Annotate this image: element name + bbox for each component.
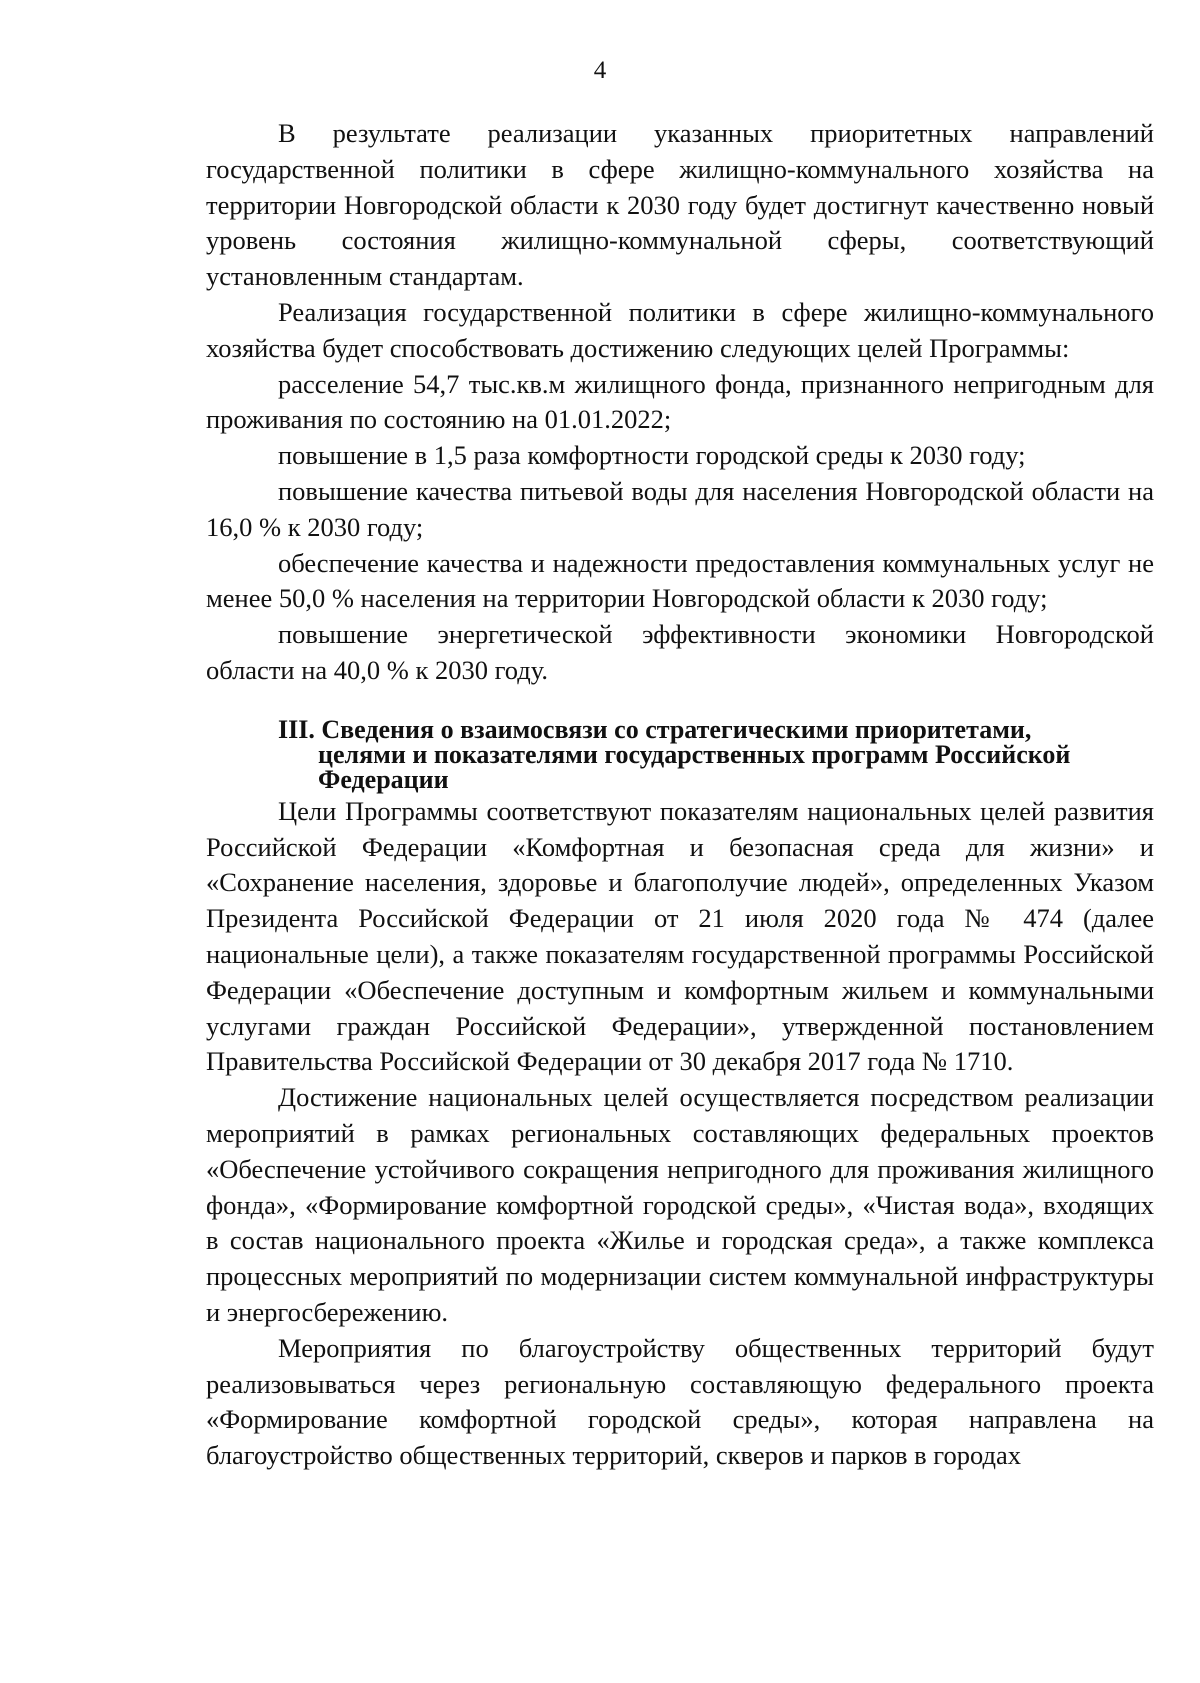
section-heading: [278, 714, 1154, 794]
paragraph-improvement-measures: Мероприятия по благоустройству общественных территорий будут реализовываться через региональную составляющую федерального проекта «Формирование комфортной городской среды», которая направлена на благоустройство общественных территорий, скверов и парков в городах: [206, 1332, 1154, 1471]
goal-item-urban-comfort: повышение в 1,5 раза комфортности городской среды к 2030 году;: [278, 440, 1026, 471]
section-heading-line-1: III. Сведения о взаимосвязи со стратегическими приоритетами,: [278, 714, 1032, 744]
section-heading-line-3: Федерации: [318, 764, 449, 794]
goal-item-utility-services: обеспечение качества и надежности предоставления коммунальных услуг не менее 50,0 % населения на территории Новгородской области к 2030 году;: [206, 547, 1154, 614]
paragraph-results: В результате реализации указанных приоритетных направлений государственной политики в сфере жилищно-коммунального хозяйства на территории Новгородской области к 2030 году будет достигнут качественно новый уровень состояния жилищно-коммунальной сферы, соответствующий установленным стандартам.: [206, 118, 1154, 292]
paragraph-national-goals: Достижение национальных целей осуществляется посредством реализации мероприятий в рамках региональных составляющих федеральных проектов «Обеспечение устойчивого сокращения непригодного для проживания жилищного фонда», «Формирование комфортной городской среды», «Чистая вода», входящих в состав национального проекта «Жилье и городская среда», а также комплекса процессных мероприятий по модернизации систем коммунальной инфраструктуры и энергосбережению.: [206, 1082, 1154, 1327]
paragraph-program-goals: Цели Программы соответствуют показателям национальных целей развития Российской Федерации «Комфортная и безопасная среда для жизни» и «Сохранение населения, здоровье и благополучие людей», определенных Указом Президента Российской Федерации от 21 июля 2020 года № 474 (далее национальные цели), а также показателям государственной программы Российской Федерации «Обеспечение доступным и комфортным жильем и коммунальными услугами граждан Российской Федерации», утвержденной постановлением Правительства Российской Федерации от 30 декабря 2017 года № 1710.: [206, 795, 1154, 1077]
section-heading-line-2: целями и показателями государственных программ Российской: [318, 739, 1071, 769]
goal-item-water-quality: повышение качества питьевой воды для населения Новгородской области на 16,0 % к 2030 году;: [206, 475, 1154, 542]
paragraph-goals-intro: Реализация государственной политики в сфере жилищно-коммунального хозяйства будет способствовать достижению следующих целей Программы:: [206, 296, 1154, 363]
goal-item-energy-efficiency: повышение энергетической эффективности экономики Новгородской области на 40,0 % к 2030 году.: [206, 619, 1154, 685]
goal-item-resettlement: расселение 54,7 тыс.кв.м жилищного фонда, признанного непригодным для проживания по состоянию на 01.01.2022;: [206, 368, 1154, 435]
document-body: [206, 116, 1154, 1474]
page-number: 4: [593, 57, 607, 84]
